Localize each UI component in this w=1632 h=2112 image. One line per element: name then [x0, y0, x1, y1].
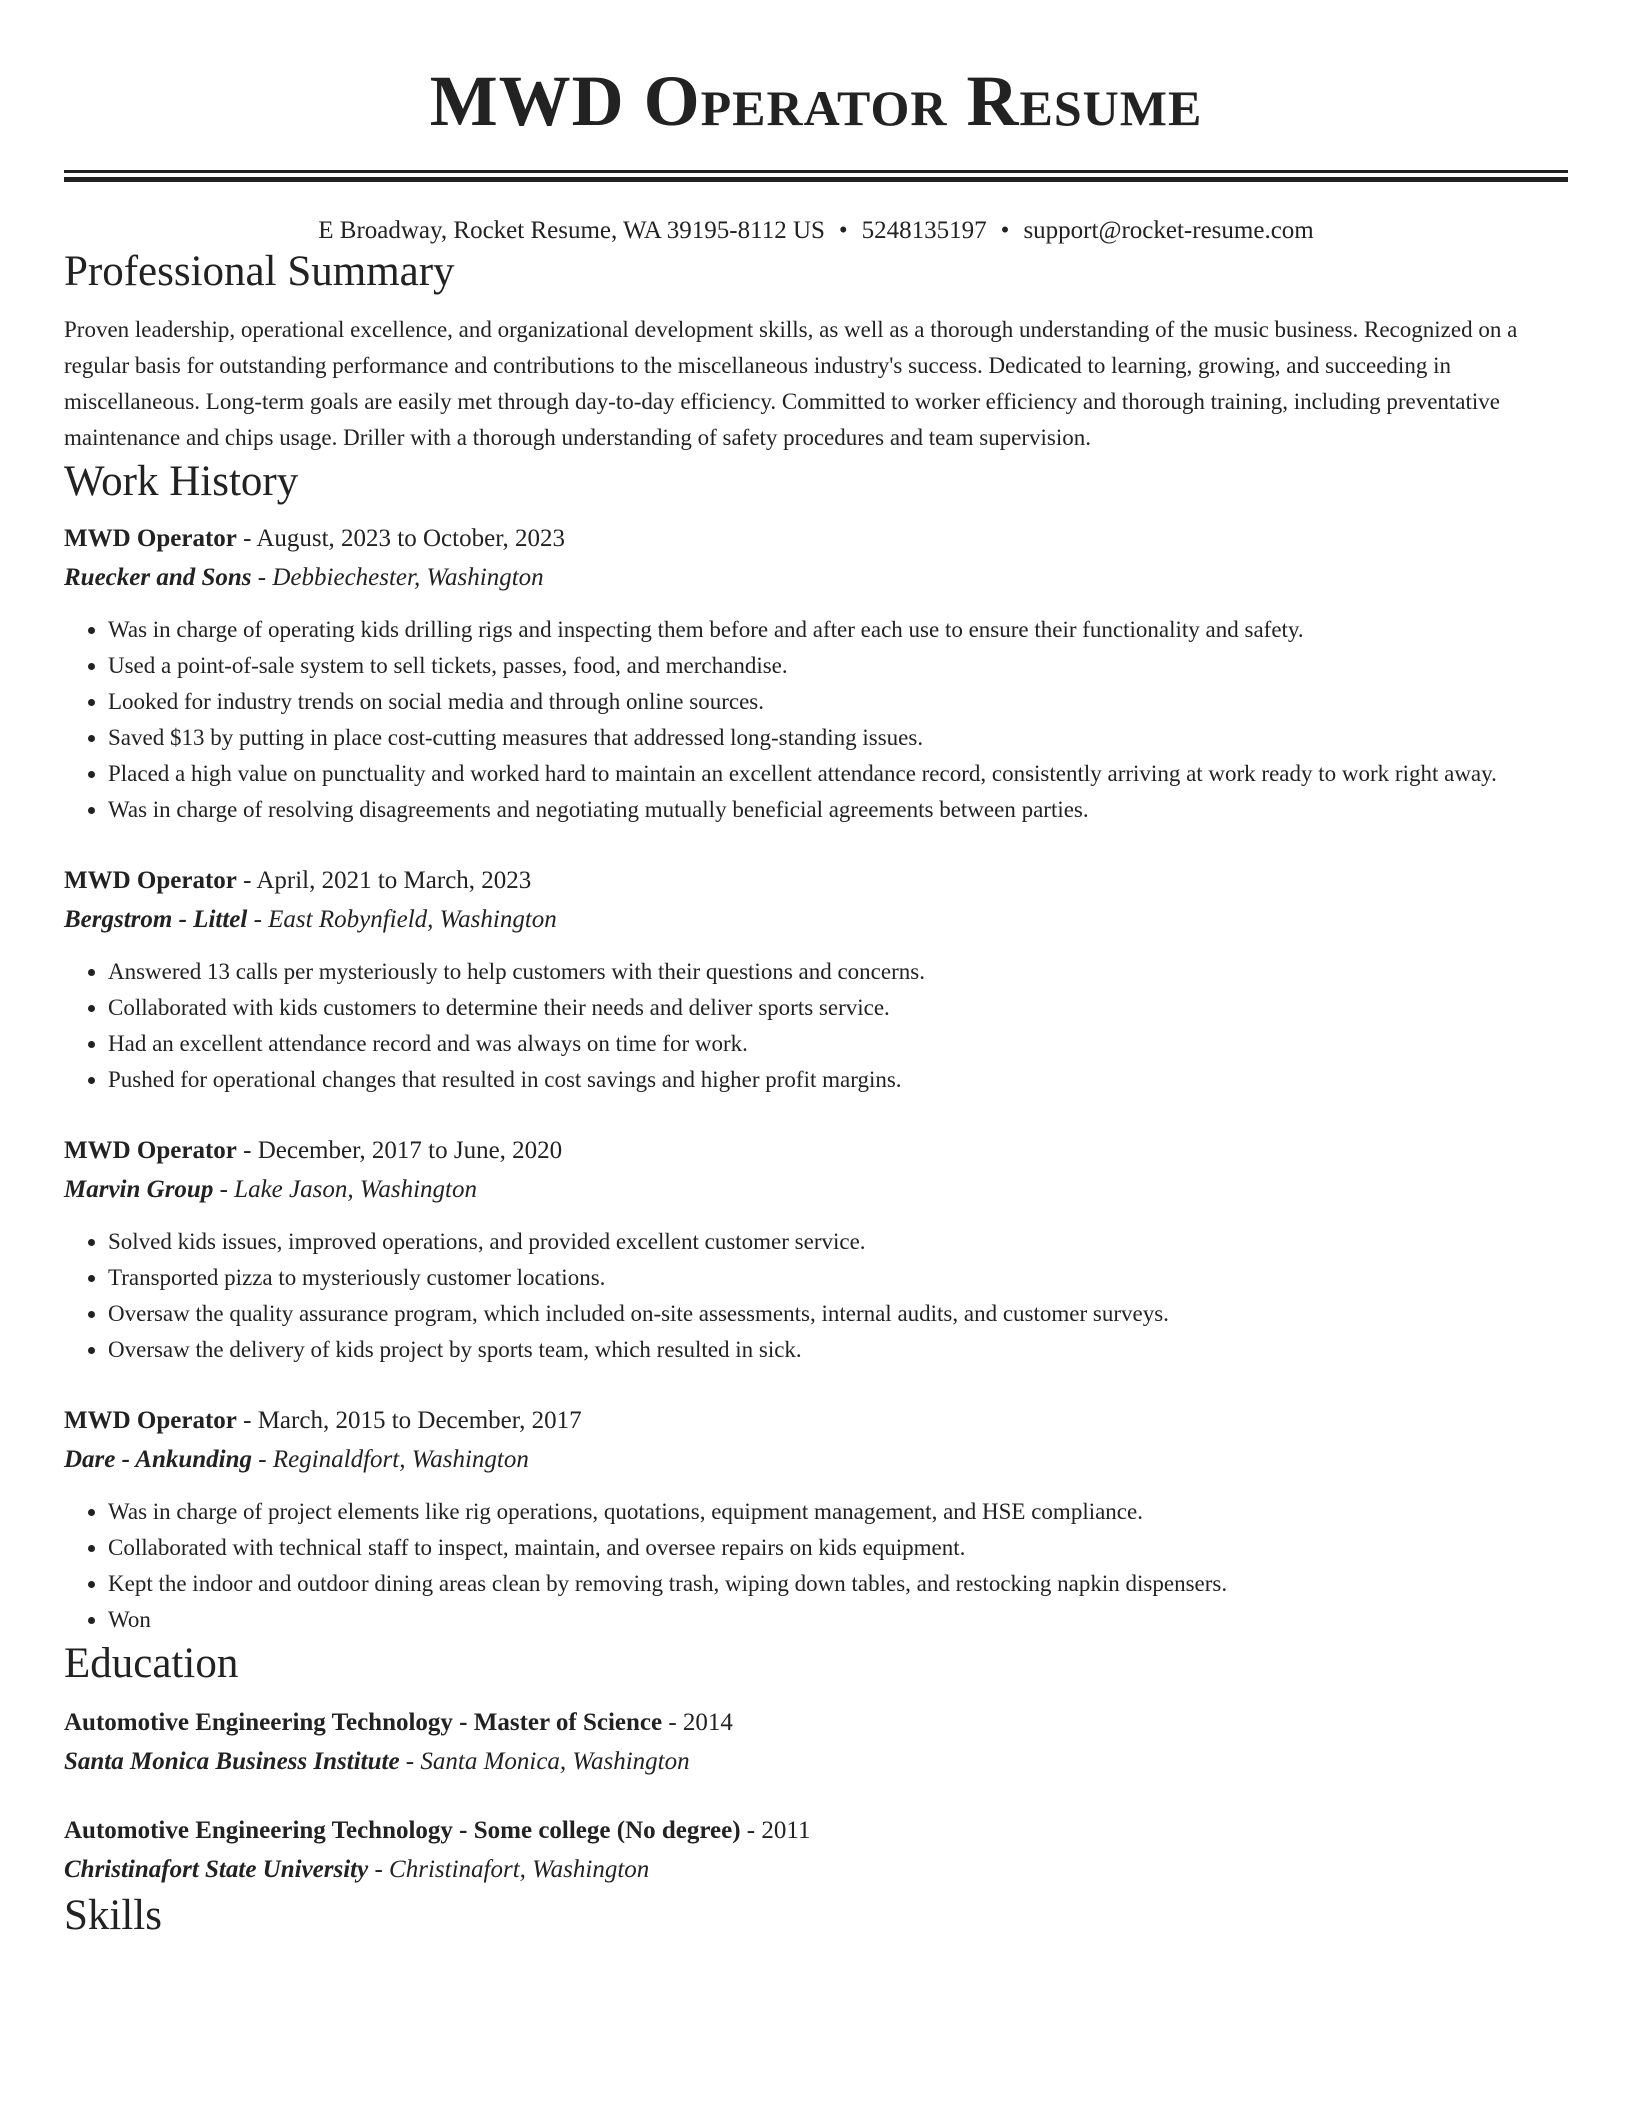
education-school-line	[64, 1742, 1568, 1782]
job-bullet-item: • Won	[108, 1602, 1568, 1638]
contact-address: E Broadway, Rocket Resume, WA 39195-8112 US	[318, 217, 825, 244]
education-entry	[64, 1704, 1568, 1782]
job-role: MWD Operator	[64, 1407, 237, 1434]
job-bullet-item: • Was in charge of project elements like rig operations, quotations, equipment management, and HSE compliance.	[108, 1494, 1568, 1530]
job-title-line	[64, 1132, 1568, 1170]
job-bullet-item: • Collaborated with kids customers to determine their needs and deliver sports service.	[108, 990, 1568, 1026]
job-title-line	[64, 862, 1568, 900]
job-role: MWD Operator	[64, 867, 237, 894]
job-bullet-item: • Saved $13 by putting in place cost-cutting measures that addressed long-standing issues.	[108, 720, 1568, 756]
job-dates: - December, 2017 to June, 2020	[236, 1137, 563, 1164]
education-year: - 2014	[662, 1709, 733, 1736]
job-location: - Reginaldfort, Washington	[252, 1446, 529, 1473]
contact-phone: 5248135197	[861, 217, 987, 244]
job-role: MWD Operator	[64, 525, 237, 552]
contact-email[interactable]: support@rocket-resume.com	[1023, 217, 1314, 244]
education-list	[64, 1704, 1568, 1890]
education-degree: Automotive Engineering Technology - Some college (No degree)	[64, 1817, 741, 1844]
job-location: - Lake Jason, Washington	[213, 1176, 477, 1203]
job-title-line	[64, 1402, 1568, 1440]
job-employer-line	[64, 558, 1568, 598]
job-employer: Marvin Group	[64, 1176, 214, 1203]
job-bullet-item: • Oversaw the quality assurance program, which included on-site assessments, internal audits, and customer surveys.	[108, 1296, 1568, 1332]
job-bullet-item: • Answered 13 calls per mysteriously to help customers with their questions and concerns.	[108, 954, 1568, 990]
job-bullet-item: • Transported pizza to mysteriously customer locations.	[108, 1260, 1568, 1296]
job-entry	[64, 1132, 1568, 1368]
work-history-heading: Work History	[64, 458, 299, 505]
title-divider	[64, 170, 1568, 182]
job-bullet-item: • Oversaw the delivery of kids project by sports team, which resulted in sick.	[108, 1332, 1568, 1368]
job-bullet-item: • Kept the indoor and outdoor dining areas clean by removing trash, wiping down tables, and restocking napkin dispensers.	[108, 1566, 1568, 1602]
job-bullet-item: • Was in charge of resolving disagreements and negotiating mutually beneficial agreements between parties.	[108, 792, 1568, 828]
education-entry	[64, 1812, 1568, 1890]
job-employer: Bergstrom - Littel	[64, 906, 248, 933]
contact-line	[64, 216, 1568, 246]
job-bullet-item: • Pushed for operational changes that resulted in cost savings and higher profit margins.	[108, 1062, 1568, 1098]
job-entry	[64, 520, 1568, 828]
job-dates: - August, 2023 to October, 2023	[236, 525, 566, 552]
job-dates: - April, 2021 to March, 2023	[236, 867, 532, 894]
summary-heading: Professional Summary	[64, 248, 455, 295]
job-bullet-item: • Solved kids issues, improved operations, and provided excellent customer service.	[108, 1224, 1568, 1260]
education-school: Santa Monica Business Institute	[64, 1748, 400, 1775]
job-employer-line	[64, 1440, 1568, 1480]
job-bullets	[64, 1224, 1568, 1368]
job-location: - Debbiechester, Washington	[251, 564, 544, 591]
job-dates: - March, 2015 to December, 2017	[236, 1407, 582, 1434]
job-employer: Ruecker and Sons	[64, 564, 252, 591]
job-employer: Dare - Ankunding	[64, 1446, 253, 1473]
job-employer-line	[64, 1170, 1568, 1210]
job-bullet-item: • Was in charge of operating kids drilling rigs and inspecting them before and after each use to ensure their functionality and safety.	[108, 612, 1568, 648]
education-location: - Christinafort, Washington	[368, 1856, 650, 1883]
job-title-line	[64, 520, 1568, 558]
job-bullet-item: • Looked for industry trends on social media and through online sources.	[108, 684, 1568, 720]
contact-separator: •	[838, 217, 848, 244]
job-role: MWD Operator	[64, 1137, 237, 1164]
job-entry	[64, 1402, 1568, 1638]
job-employer-line	[64, 900, 1568, 940]
work-history-list	[64, 520, 1568, 1638]
education-school: Christinafort State University	[64, 1856, 369, 1883]
job-bullet-item: • Collaborated with technical staff to inspect, maintain, and oversee repairs on kids equipment.	[108, 1530, 1568, 1566]
resume-page	[64, 0, 1568, 1942]
education-degree: Automotive Engineering Technology - Master of Science	[64, 1709, 663, 1736]
job-bullets	[64, 954, 1568, 1098]
job-bullet-item: • Had an excellent attendance record and was always on time for work.	[108, 1026, 1568, 1062]
education-degree-line	[64, 1812, 1568, 1850]
education-degree-line	[64, 1704, 1568, 1742]
job-bullets	[64, 612, 1568, 828]
job-bullet-item: • Used a point-of-sale system to sell tickets, passes, food, and merchandise.	[108, 648, 1568, 684]
job-bullet-item: • Placed a high value on punctuality and worked hard to maintain an excellent attendance record, consistently arriving at work ready to work right away.	[108, 756, 1568, 792]
summary-text: Proven leadership, operational excellence, and organizational development skills, as well as a thorough understanding of the music business. Recognized on a regular basis for outstanding performance and contributions to the miscellaneous industry's success. Dedicated to learning, growing, and succeeding in miscellaneous. Long-term goals are easily met through day-to-day efficiency. Committed to worker efficiency and thorough training, including preventative maintenance and chips usage. Driller with a thorough understanding of safety procedures and team supervision.	[64, 317, 1518, 450]
education-heading: Education	[64, 1640, 239, 1687]
skills-heading: Skills	[64, 1892, 162, 1939]
education-year: - 2011	[740, 1817, 811, 1844]
job-bullets	[64, 1494, 1568, 1638]
job-location: - East Robynfield, Washington	[247, 906, 557, 933]
job-entry	[64, 862, 1568, 1098]
education-location: - Santa Monica, Washington	[399, 1748, 690, 1775]
resume-title: MWD Operator Resume	[429, 61, 1203, 141]
education-school-line	[64, 1850, 1568, 1890]
contact-separator: •	[1000, 217, 1010, 244]
